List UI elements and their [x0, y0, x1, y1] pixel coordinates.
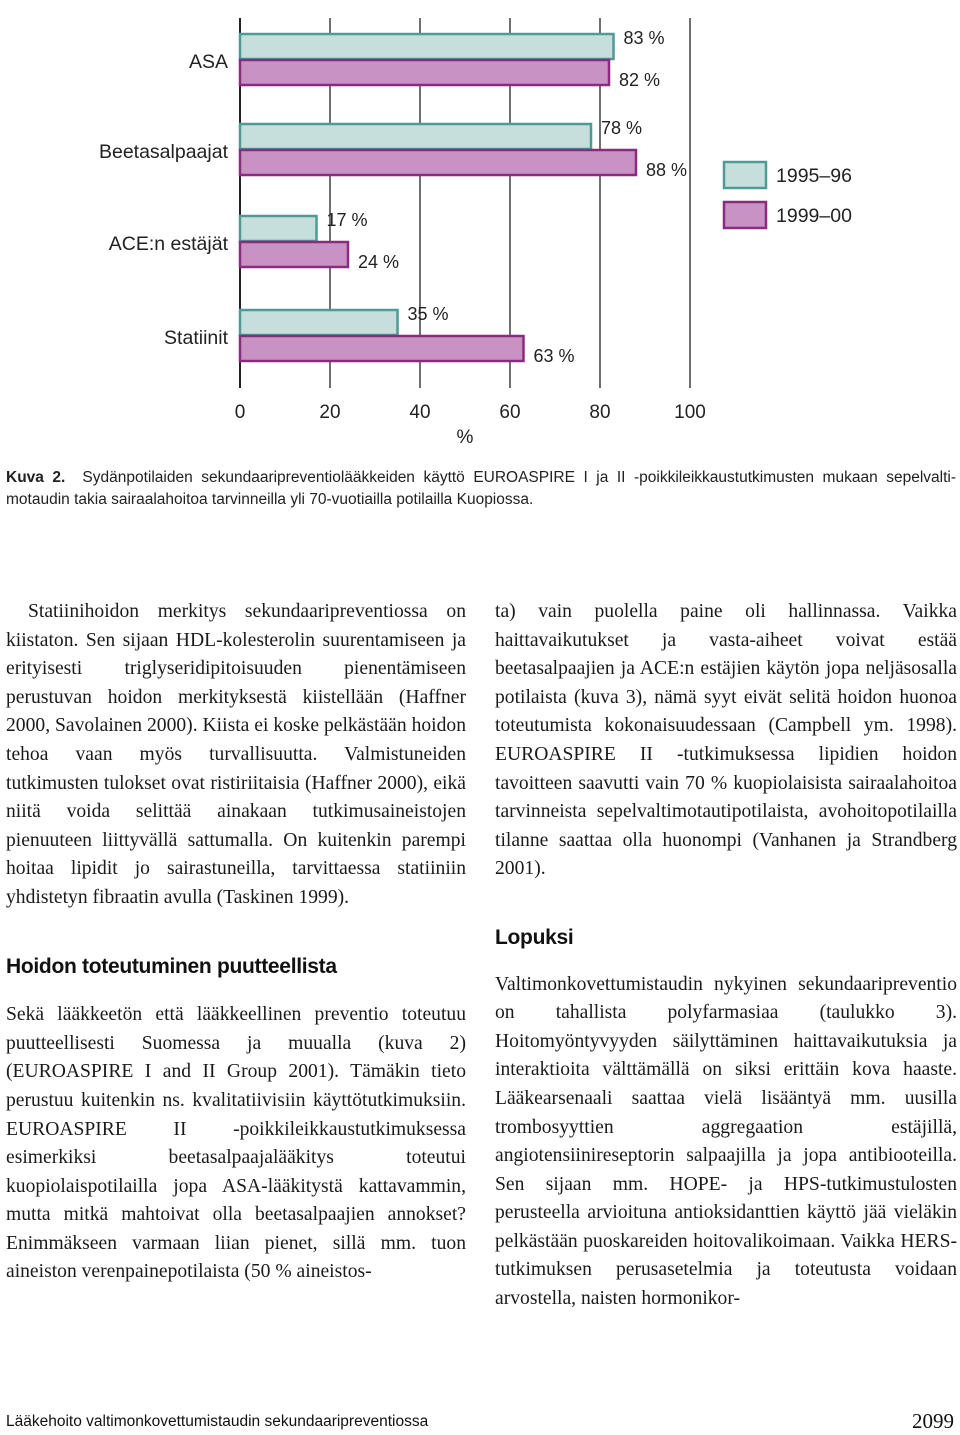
x-tick-label-0: 0 [234, 402, 246, 423]
data-label-2-series-0: 17 % [326, 210, 368, 230]
bar-2-series-1 [240, 242, 348, 267]
data-label-0-series-0: 83 % [623, 28, 665, 48]
category-label-2: ACE:n estäjät [108, 233, 228, 255]
data-label-0-series-1: 82 % [619, 70, 661, 90]
caption-text: Sydänpotilaiden sekundaaripreventiolääkkeiden käyttö EUROASPIRE I ja II -poikkileikkaustutkimusten mukaan sepelvalti-motaudin takia sairaalahoitoa tarvinneilla yli 70-vuotiailla potilailla Kuopiossa. [6, 469, 956, 508]
right-paragraph-1: ta) vain puolella paine oli hallinnassa. Vaikka haittavaikutukset ja vasta-aiheet voivat estää beetasalpaajien ja ACE:n estäjien käytön jopa neljäsosalla potilaista (kuva 3), nämä syyt eivät selitä hoidon huonoa toteutumista kokonaisuudessaan (Campbell ym. 1998). EUROASPIRE II -tutkimuksessa lipidien hoidon tavoitteen saavutti vain 70 % kuopiolaisista sairaalahoitoa tarvinneista sepelvaltimotautipotilaista, avohoitopotilailla tilanne saattaa olla huonompi (Vanhanen ja Strandberg 2001). [495, 601, 957, 880]
data-label-3-series-1: 63 % [533, 346, 575, 366]
right-paragraph-2: Valtimonkovettumistaudin nykyinen sekundaaripreventio on tahallista polyfarmasiaa (taulukko 3). Hoitomyöntyvyyden säilyttäminen haittavaikutuksia ja interaktioita välttämällä on siksi erittäin kova haaste. Lääkearsenaali saattaa vielä lisääntyä mm. uusilla trombosyyttien aggregaation estäjillä, angiotensiinireseptorin salpaajilla ja jopa antibiooteilla. Sen sijaan mm. HOPE- ja HPS-tutkimustulosten perusteella arvioituna antioksidanttien käyttö jää vieläkin pelkästään puoskareiden hoitovalikoimaan. Vaikka HERS-tutkimuksen perusasetelmia ja toteutusta voidaan arvostella, naisten hormonikor- [495, 973, 957, 1310]
data-label-1-series-1: 88 % [646, 160, 688, 180]
left-paragraph-1: Statiinihoidon merkitys sekundaaripreventiossa on kiistaton. Sen sijaan HDL-kolesterolin suurentamiseen ja erityisesti triglyseridipitoisuuden pienentämiseen perustuvan hoidon merkityksestä kiistellään (Haffner 2000, Savolainen 2000). Kiista ei koske pelkästään hoidon tehoa vaan myös turvallisuutta. Valmistuneiden tutkimusten tulokset ovat ristiriitaisia (Haffner 2000), eikä niitä voida selittää ainakaan tutkimusaineistojen pienuuteen liittyvällä sattumalla. On kuitenkin parempi hoitaa lipidit jo sairastuneilla, tarvittaessa statiiniin yhdistetyn fibraatin avulla (Taskinen 1999). [6, 601, 466, 908]
data-label-2-series-1: 24 % [358, 252, 400, 272]
caption-label: Kuva 2. [6, 469, 66, 486]
figure-caption [6, 467, 956, 511]
chart-labels [99, 28, 706, 448]
left-paragraph-2: Sekä lääkkeetön että lääkkeellinen preventio toteutuu puutteellisesti Suomessa ja muualla (kuva 2) (EUROASPIRE I and II Group 2001). Tämäkin tieto perustuu kuitenkin ns. kvalitatiivisiin käyttötutkimuksiin. EUROASPIRE II -poikkileikkaustutkimuksessa esimerkiksi beetasalpaajalääkitys toteutui kuopiolaispotilailla jopa ASA-lääkitystä kattavammin, mutta mitkä mahtoivat olla beetasalpaajien annokset? Enimmäkseen varmaan liian pienet, sillä mm. tuon aineiston verenpainepotilaista (50 % aineistos- [6, 1004, 466, 1283]
x-tick-label-80: 80 [589, 402, 611, 423]
x-tick-label-40: 40 [409, 402, 431, 423]
bar-1-series-0 [240, 124, 591, 149]
chart-legend [724, 162, 852, 228]
legend-swatch-1 [724, 202, 766, 228]
category-label-0: ASA [188, 51, 228, 73]
running-footer-title: Lääkehoito valtimonkovettumistaudin sekundaaripreventiossa [6, 1413, 429, 1430]
bar-3-series-0 [240, 310, 398, 335]
bar-0-series-0 [240, 34, 614, 59]
legend-swatch-0 [724, 162, 766, 188]
page-number: 2099 [912, 1409, 954, 1433]
category-label-3: Statiinit [164, 327, 228, 349]
x-tick-label-60: 60 [499, 402, 521, 423]
legend-label-0: 1995–96 [776, 165, 852, 187]
left-column [6, 598, 466, 1287]
bar-0-series-1 [240, 60, 609, 85]
bar-chart [0, 0, 960, 460]
bar-1-series-1 [240, 150, 636, 175]
section-heading-lopuksi: Lopuksi [495, 925, 574, 949]
right-column [495, 598, 957, 1314]
x-tick-label-100: 100 [674, 402, 706, 423]
bar-3-series-1 [240, 336, 524, 361]
data-label-1-series-0: 78 % [601, 118, 643, 138]
bar-2-series-0 [240, 216, 317, 241]
category-label-1: Beetasalpaajat [98, 141, 228, 163]
data-label-3-series-0: 35 % [407, 304, 449, 324]
section-heading-hoidon: Hoidon toteutuminen puutteellista [6, 954, 337, 978]
legend-label-1: 1999–00 [776, 205, 852, 227]
x-tick-label-20: 20 [319, 402, 341, 423]
x-axis-label: % [456, 427, 474, 448]
